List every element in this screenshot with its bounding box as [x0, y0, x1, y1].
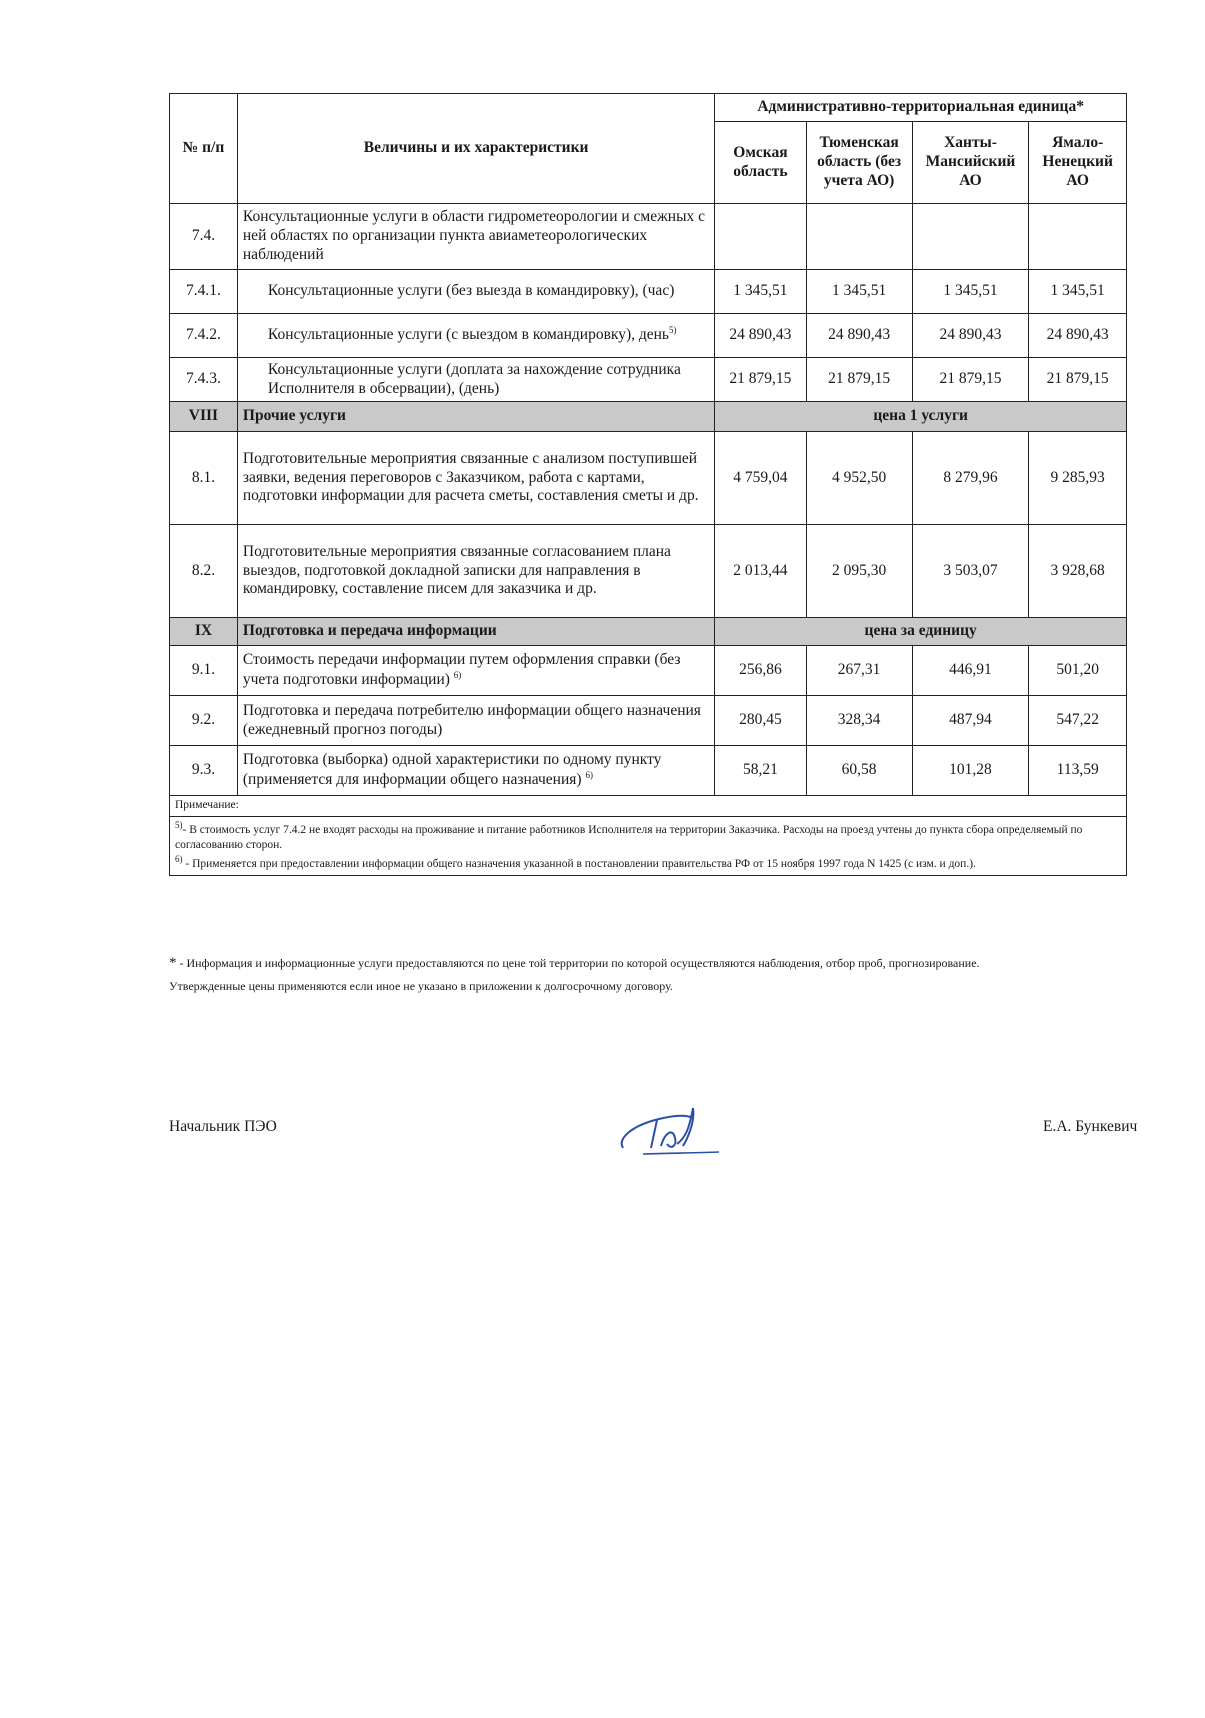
section-num: IX [170, 618, 238, 646]
row-num: 9.1. [170, 646, 238, 696]
row-value: 21 879,15 [912, 358, 1029, 402]
row-desc: Консультационные услуги (без выезда в командировку), (час) [237, 270, 714, 314]
header-num: № п/п [170, 94, 238, 204]
row-value: 1 345,51 [806, 270, 912, 314]
row-value: 58,21 [715, 746, 806, 796]
header-region: Ханты-Мансийский АО [912, 122, 1029, 204]
row-value: 9 285,93 [1029, 432, 1127, 525]
table-row [170, 746, 1127, 796]
notes-row [170, 816, 1127, 875]
row-value: 1 345,51 [1029, 270, 1127, 314]
row-value: 21 879,15 [715, 358, 806, 402]
section-title: Прочие услуги [237, 402, 714, 432]
row-desc: Консультационные услуги в области гидрометеорологии и смежных с ней областях по организации пункта авиаметеорологических наблюдений [237, 204, 714, 270]
row-value: 101,28 [912, 746, 1029, 796]
table-row [170, 314, 1127, 358]
row-num: 7.4.3. [170, 358, 238, 402]
tariff-table [169, 93, 1127, 876]
row-value: 113,59 [1029, 746, 1127, 796]
footnotes [169, 952, 1127, 998]
row-num: 7.4.1. [170, 270, 238, 314]
footnote-ref: 6) [585, 769, 593, 780]
table-row [170, 204, 1127, 270]
note-5: $^{5)}$- В стоимость услуг 7.4.2 не входят расходы на проживание и питание работников Исполнителя на территории Заказчика. Расходы на проезд учтены до пункта сбора определяемый по согласованию сторон. [175, 819, 1083, 851]
handwritten-signature [615, 1098, 725, 1160]
header-region: Ямало-Ненецкий АО [1029, 122, 1127, 204]
row-value: 280,45 [715, 696, 806, 746]
row-value [912, 204, 1029, 270]
row-num: 9.3. [170, 746, 238, 796]
row-value: 24 890,43 [715, 314, 806, 358]
row-value: 547,22 [1029, 696, 1127, 746]
table-row [170, 432, 1127, 525]
row-desc: Консультационные услуги (с выездом в командировку), день$^{5)}$ [237, 314, 714, 358]
section-price-label: цена за единицу [715, 618, 1127, 646]
row-value: 60,58 [806, 746, 912, 796]
row-value [806, 204, 912, 270]
signer-position: Начальник ПЭО [169, 1118, 277, 1135]
row-value: 21 879,15 [806, 358, 912, 402]
footnote-ref: 5) [669, 325, 677, 336]
section-title: Подготовка и передача информации [237, 618, 714, 646]
row-value: 328,34 [806, 696, 912, 746]
section-price-label: цена 1 услуги [715, 402, 1127, 432]
row-desc: Подготовительные мероприятия связанные согласованием плана выездов, подготовкой докладной записки для направления в командировку, составление писем для заказчика и др. [237, 525, 714, 618]
row-value: 267,31 [806, 646, 912, 696]
row-value: 501,20 [1029, 646, 1127, 696]
row-value [715, 204, 806, 270]
row-value: 1 345,51 [715, 270, 806, 314]
row-value: 2 013,44 [715, 525, 806, 618]
footnote-ref: 6) [453, 669, 462, 680]
row-value: 8 279,96 [912, 432, 1029, 525]
row-num: 8.2. [170, 525, 238, 618]
section-row [170, 402, 1127, 432]
header-group: Административно-территориальная единица* [715, 94, 1127, 122]
notes-label-row [170, 796, 1127, 817]
row-value: 487,94 [912, 696, 1029, 746]
row-value [1029, 204, 1127, 270]
row-value: 3 928,68 [1029, 525, 1127, 618]
section-row [170, 618, 1127, 646]
notes-body [170, 816, 1127, 875]
header-region: Омская область [715, 122, 806, 204]
row-value: 446,91 [912, 646, 1029, 696]
row-value: 1 345,51 [912, 270, 1029, 314]
table-row [170, 696, 1127, 746]
row-value: 4 952,50 [806, 432, 912, 525]
row-value: 3 503,07 [912, 525, 1029, 618]
approved-note: Утвержденные цены применяются если иное не указано в приложении к долгосрочному договору. [169, 979, 673, 994]
notes-label: Примечание: [170, 796, 1127, 817]
row-num: 9.2. [170, 696, 238, 746]
section-num: VIII [170, 402, 238, 432]
row-desc: Консультационные услуги (доплата за нахождение сотрудника Исполнителя в обсервации), (день) [237, 358, 714, 402]
table-row [170, 525, 1127, 618]
row-num: 7.4.2. [170, 314, 238, 358]
row-value: 24 890,43 [912, 314, 1029, 358]
row-num: 7.4. [170, 204, 238, 270]
row-desc: Стоимость передачи информации путем оформления справки (без учета подготовки информации) $^{6)}$ [237, 646, 714, 696]
row-num: 8.1. [170, 432, 238, 525]
row-desc: Подготовка (выборка) одной характеристики по одному пункту (применяется для информации общего назначения) $^{6)}$ [237, 746, 714, 796]
row-value: 21 879,15 [1029, 358, 1127, 402]
row-value: 24 890,43 [806, 314, 912, 358]
star-footnote: * - Информация и информационные услуги предоставляются по цене той территории по которой осуществляются наблюдения, отбор проб, прогнозирование. [169, 955, 980, 971]
header-desc: Величины и их характеристики [237, 94, 714, 204]
table-row [170, 358, 1127, 402]
row-desc: Подготовительные мероприятия связанные с анализом поступившей заявки, ведения переговоров с Заказчиком, работа с картами, подготовки информации для расчета сметы, составления сметы и др. [237, 432, 714, 525]
row-value: 256,86 [715, 646, 806, 696]
note-6: $^{6)}$ - Применяется при предоставлении информации общего назначения указанной в постановлении правительства РФ от 15 ноября 1997 года N 1425 (с изм. и доп.). [175, 854, 976, 871]
row-value: 2 095,30 [806, 525, 912, 618]
header-region: Тюменская область (без учета АО) [806, 122, 912, 204]
row-value: 24 890,43 [1029, 314, 1127, 358]
table-row [170, 270, 1127, 314]
table-row [170, 646, 1127, 696]
signer-name: Е.А. Бункевич [1043, 1118, 1138, 1135]
row-value: 4 759,04 [715, 432, 806, 525]
row-desc: Подготовка и передача потребителю информации общего назначения (ежедневный прогноз погоды) [237, 696, 714, 746]
